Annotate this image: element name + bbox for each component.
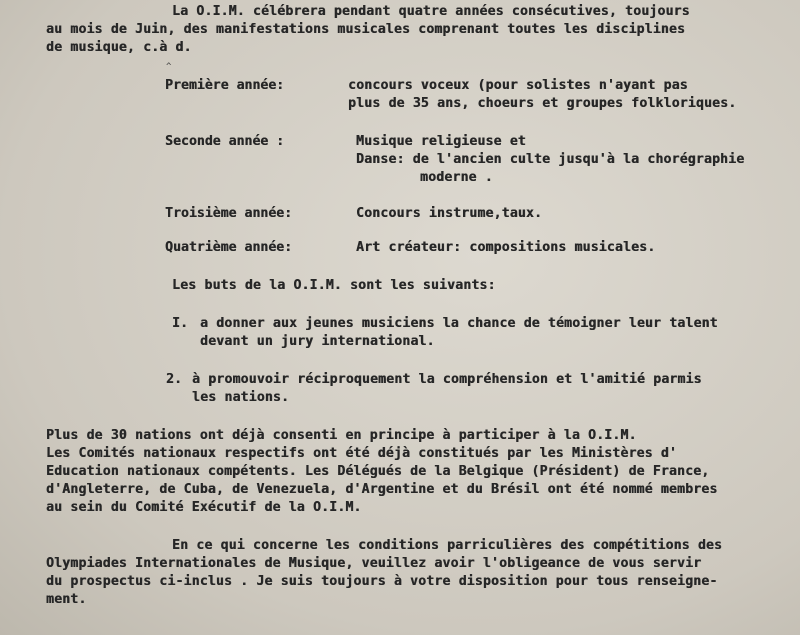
nations-line-1: Plus de 30 nations ont déjà consenti en principe à participer à la O.I.M. (46, 428, 637, 443)
year-1-line-1: concours voceux (pour solistes n'ayant pas (348, 78, 688, 93)
intro-line-1: La O.I.M. célébrera pendant quatre années consécutives, toujours (172, 4, 690, 19)
year-2-line-2: Danse: de l'ancien culte jusqu'à la chorégraphie (356, 152, 745, 167)
nations-line-5: au sein du Comité Exécutif de la O.I.M. (46, 500, 362, 515)
goal-2-line-2: les nations. (192, 390, 290, 405)
nations-line-2: Les Comités nationaux respectifs ont été déjà constitués par les Ministères d' (46, 446, 677, 461)
year-3-label: Troisième année: (165, 206, 293, 221)
nations-line-3: Education nationaux compétents. Les Délégués de la Belgique (Président) de France, (46, 464, 710, 479)
conditions-line-4: ment. (46, 592, 87, 607)
goal-2-line-1: à promouvoir réciproquement la compréhension et l'amitié parmis (192, 372, 702, 387)
year-4-line-1: Art créateur: compositions musicales. (356, 240, 656, 255)
goal-1-line-1: a donner aux jeunes musiciens la chance de témoigner leur talent (200, 316, 718, 331)
goals-heading: Les buts de la O.I.M. sont les suivants: (172, 278, 496, 293)
year-1-label: Première année: (165, 78, 285, 93)
intro-line-2: au mois de Juin, des manifestations musicales comprenant toutes les disciplines (46, 22, 686, 37)
year-2-label: Seconde année : (165, 134, 285, 149)
conditions-line-2: Olympiades Internationales de Musique, veuillez avoir l'obligeance de vous servir (46, 556, 702, 571)
year-2-line-3: moderne . (420, 170, 493, 185)
year-2-line-1: Musique religieuse et (356, 134, 526, 149)
year-4-label: Quatrième année: (165, 240, 293, 255)
goal-2-number: 2. (166, 372, 182, 387)
year-3-line-1: Concours instrume,taux. (356, 206, 543, 221)
goal-1-line-2: devant un jury international. (200, 334, 435, 349)
conditions-line-1: En ce qui concerne les conditions parriculières des compétitions des (172, 538, 723, 553)
year-1-line-2: plus de 35 ans, choeurs et groupes folkloriques. (348, 96, 737, 111)
conditions-line-3: du prospectus ci-inclus . Je suis toujours à votre disposition pour tous renseigne- (46, 574, 718, 589)
intro-line-3: de musique, c.à d. (46, 40, 192, 55)
pencil-mark: ^ (166, 62, 172, 72)
nations-line-4: d'Angleterre, de Cuba, de Venezuela, d'Argentine et du Brésil ont été nommé membres (46, 482, 718, 497)
goal-1-number: I. (172, 316, 188, 331)
